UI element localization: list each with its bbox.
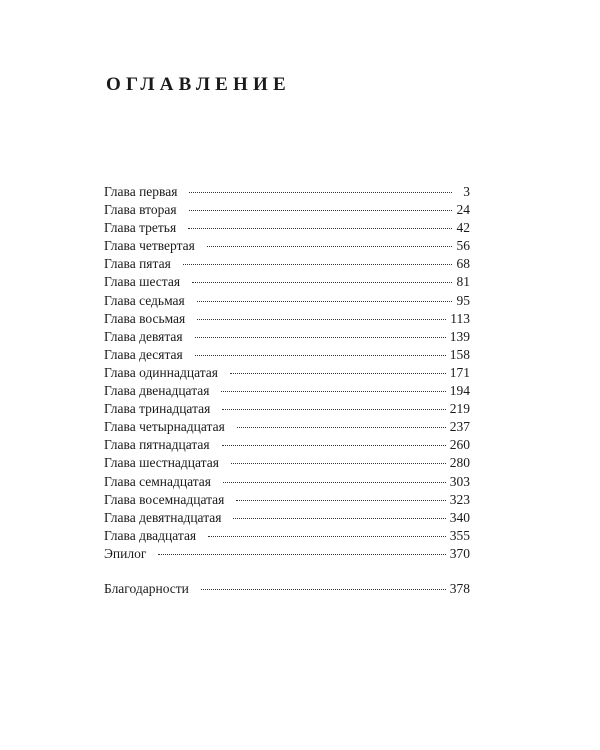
dot-leader xyxy=(189,209,452,211)
toc-entry xyxy=(104,255,470,273)
toc-entry-label: Благодарности xyxy=(104,580,189,596)
toc-entry xyxy=(104,346,470,364)
dot-leader xyxy=(201,588,446,590)
toc-entry-label: Глава одиннадцатая xyxy=(104,364,218,380)
dot-leader xyxy=(237,426,446,428)
dot-leader xyxy=(207,245,452,247)
toc-entry-label: Глава девятая xyxy=(104,328,183,344)
toc-entry-label: Глава тринадцатая xyxy=(104,401,211,417)
dot-leader xyxy=(189,191,452,193)
toc-entry-page-number: 355 xyxy=(449,527,470,543)
toc-entry xyxy=(104,310,470,328)
toc-entry xyxy=(104,382,470,400)
toc-entry xyxy=(104,400,470,418)
toc-entry xyxy=(104,328,470,346)
toc-spacer xyxy=(104,563,470,580)
toc-entry-label: Глава третья xyxy=(104,220,177,236)
dot-leader xyxy=(195,354,446,356)
dot-leader xyxy=(197,318,446,320)
toc-entry xyxy=(104,273,470,291)
toc-entry-label: Глава девятнадцатая xyxy=(104,509,222,525)
dot-leader xyxy=(197,300,452,302)
toc-entry-page-number: 113 xyxy=(450,310,470,326)
toc-entry-page-number: 81 xyxy=(456,274,470,290)
dot-leader xyxy=(222,444,446,446)
toc-entry-page-number: 194 xyxy=(449,383,470,399)
toc-entry-page-number: 237 xyxy=(449,419,470,435)
toc-entry-acknowledgements xyxy=(104,580,470,598)
toc-entry xyxy=(104,183,470,201)
toc-entry-page-number: 303 xyxy=(449,473,470,489)
toc-entry xyxy=(104,509,470,527)
toc-entry xyxy=(104,545,470,563)
toc-entry-page-number: 340 xyxy=(449,509,470,525)
toc-entry xyxy=(104,473,470,491)
toc-entry xyxy=(104,201,470,219)
toc-entry-page-number: 323 xyxy=(449,491,470,507)
toc-entry-label: Глава восьмая xyxy=(104,310,186,326)
toc-entry-page-number: 219 xyxy=(449,401,470,417)
toc-entry xyxy=(104,418,470,436)
toc-entry-label: Глава четырнадцатая xyxy=(104,419,225,435)
toc-entry-page-number: 158 xyxy=(449,346,470,362)
toc-entry-label: Глава шестая xyxy=(104,274,181,290)
dot-leader xyxy=(223,481,446,483)
dot-leader xyxy=(222,408,445,410)
dot-leader xyxy=(233,517,445,519)
toc-entry-page-number: 139 xyxy=(449,328,470,344)
dot-leader xyxy=(231,462,446,464)
dot-leader xyxy=(230,372,446,374)
dot-leader xyxy=(195,336,446,338)
toc-entry xyxy=(104,292,470,310)
toc-entry-page-number: 95 xyxy=(456,292,470,308)
dot-leader xyxy=(236,499,445,501)
toc-entry-label: Глава двадцатая xyxy=(104,527,197,543)
toc-entry xyxy=(104,219,470,237)
dot-leader xyxy=(158,553,445,555)
toc-entry-page-number: 24 xyxy=(456,202,470,218)
toc-entry xyxy=(104,237,470,255)
toc-entry-label: Глава семнадцатая xyxy=(104,473,211,489)
toc-entry-page-number: 56 xyxy=(456,238,470,254)
toc-entry xyxy=(104,364,470,382)
toc-entry xyxy=(104,436,470,454)
toc-entry-label: Эпилог xyxy=(104,545,147,561)
dot-leader xyxy=(183,263,452,265)
toc-entry-label: Глава десятая xyxy=(104,346,183,362)
toc-entry-page-number: 260 xyxy=(449,437,470,453)
toc-entry-page-number: 378 xyxy=(449,580,470,596)
toc-entry-label: Глава двенадцатая xyxy=(104,383,210,399)
toc-entry-page-number: 68 xyxy=(456,256,470,272)
toc-entry-label: Глава четвертая xyxy=(104,238,195,254)
toc-entry-label: Глава пятнадцатая xyxy=(104,437,210,453)
toc-entry-label: Глава первая xyxy=(104,184,178,199)
dot-leader xyxy=(188,227,452,229)
dot-leader xyxy=(192,281,452,283)
page-title: ОГЛАВЛЕНИЕ xyxy=(106,74,291,95)
toc-entry xyxy=(104,527,470,545)
toc-entry-page-number: 370 xyxy=(449,545,470,561)
toc-entry-page-number: 280 xyxy=(449,455,470,471)
toc-entry-page-number: 42 xyxy=(456,220,470,236)
toc-entry-page-number: 3 xyxy=(463,184,470,199)
dot-leader xyxy=(221,390,445,392)
toc-entry xyxy=(104,491,470,509)
dot-leader xyxy=(208,535,446,537)
toc-entry-page-number: 171 xyxy=(449,364,470,380)
toc-entry-label: Глава седьмая xyxy=(104,292,185,308)
toc-entry-label: Глава шестнадцатая xyxy=(104,455,219,471)
toc-entry-label: Глава восемнадцатая xyxy=(104,491,225,507)
toc-entry-label: Глава вторая xyxy=(104,202,177,218)
toc-entry xyxy=(104,454,470,472)
toc-entry-label: Глава пятая xyxy=(104,256,171,272)
table-of-contents xyxy=(104,183,470,598)
